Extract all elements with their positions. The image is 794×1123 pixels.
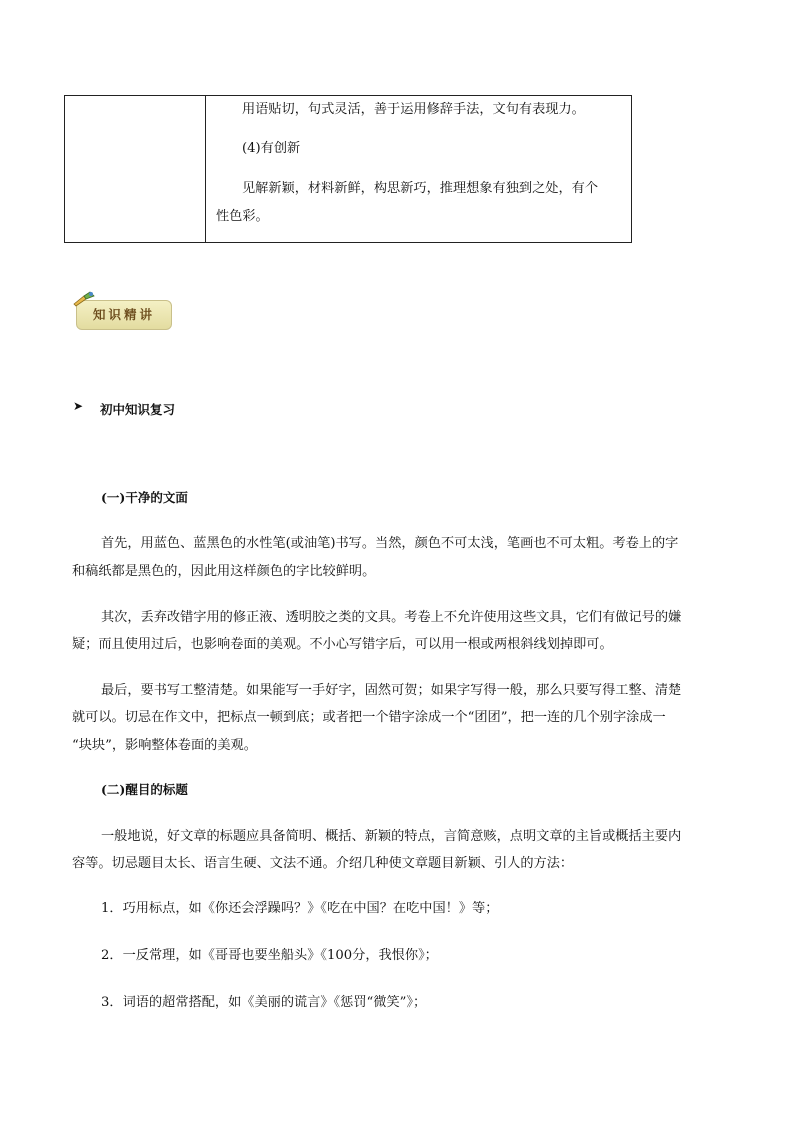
part1-title: (一)干净的文面 [101,490,188,505]
part2-item-3: 3．词语的超常搭配，如《美丽的谎言》《惩罚“微笑”》； [101,995,427,1010]
section-arrow-icon: ➤ [73,399,84,413]
part2-p1-line2: 容等。切忌题目太长、语言生硬、文法不通。介绍几种使文章题目新颖、引人的方法： [72,856,574,871]
section-heading: 初中知识复习 [100,402,176,417]
table-line-1: 用语贴切，句式灵活，善于运用修辞手法，文句有表现力。 [242,102,585,117]
part1-p2-line2: 疑；而且使用过后，也影响卷面的美观。不小心写错字后，可以用一根或两根斜线划掉即可。 [72,637,613,652]
part1-p2-line1: 其次，丢弃改错字用的修正液、透明胶之类的文具。考卷上不允许使用这些文具，它们有做记号的嫌 [101,610,682,625]
part1-p3-line1: 最后，要书写工整清楚。如果能写一手好字，固然可贺；如果字写得一般，那么只要写得工整、清楚 [101,683,682,698]
part1-p3-line3: “块块”，影响整体卷面的美观。 [72,738,257,753]
part1-p3-line2: 就可以。切忌在作文中，把标点一顿到底；或者把一个错字涂成一个“团团”，把一连的几个别字涂成一 [72,710,666,725]
table-line-3: 见解新颖，材料新鲜，构思新巧，推理想象有独到之处，有个 [242,181,599,196]
part1-p1-line1: 首先，用蓝色、蓝黑色的水性笔(或油笔)书写。当然，颜色不可太浅，笔画也不可太粗。考卷上的字 [101,536,679,551]
badge-label: 知识精讲 [76,300,172,330]
part2-item-1: 1．巧用标点，如《你还会浮躁吗？》《吃在中国？在吃中国！》等； [101,901,499,916]
table-left-cell [65,96,206,242]
table-line-4: 性色彩。 [216,209,269,224]
part1-p1-line2: 和稿纸都是黑色的，因此用这样颜色的字比较鲜明。 [72,564,376,579]
knowledge-badge [72,290,174,332]
table-right-cell [206,96,631,242]
part2-p1-line1: 一般地说，好文章的标题应具备简明、概括、新颖的特点，言简意赅，点明文章的主旨或概括主要内 [101,829,682,844]
table-line-2: (4)有创新 [242,141,301,156]
part2-title: (二)醒目的标题 [101,782,188,797]
pencil-book-icon [72,290,98,310]
part2-item-2: 2．一反常理，如《哥哥也要坐船头》《100分，我恨你》； [101,948,438,963]
criteria-table [64,95,632,243]
